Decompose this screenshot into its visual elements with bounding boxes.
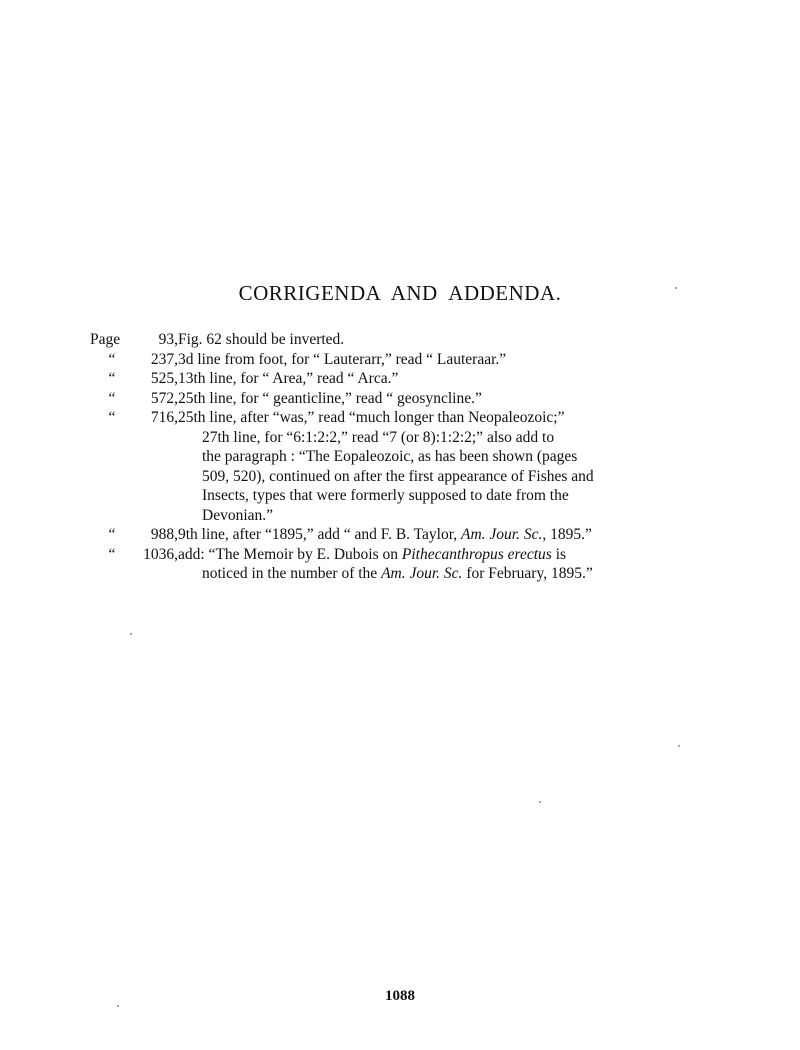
page-reference: [90, 525, 178, 545]
corrigenda-entry: [90, 525, 720, 545]
ditto-mark: “: [108, 545, 116, 563]
page-reference: [90, 389, 178, 409]
ditto-mark: “: [108, 389, 116, 407]
ditto-mark: “: [108, 370, 116, 387]
page-reference: [90, 369, 178, 389]
correction-continuation-line: 27th line, for “6:1:2:2,” read “7 (or 8):1:2:2;” also add to: [202, 428, 555, 446]
scan-speck: [130, 633, 132, 635]
page-reference: [90, 330, 178, 350]
correction-line: 9th line, after “1895,” add “ and F. B. Taylor, Am. Jour. Sc., 1895.”: [178, 526, 592, 543]
page-number: 1088: [385, 988, 415, 1004]
corrigenda-entry: [90, 369, 720, 389]
correction-continuation-line: the paragraph : “The Eopaleozoic, as has been shown (pages: [202, 448, 578, 465]
correction-line: Fig. 62 should be inverted.: [178, 331, 345, 348]
correction-continuation-line: 509, 520), continued on after the first appearance of Fishes and: [202, 467, 594, 485]
page-reference: [90, 545, 178, 565]
page-number-ref: 988,: [150, 526, 178, 543]
correction-line: 25th line, for “ geanticline,” read “ geosyncline.”: [178, 389, 482, 407]
scan-speck: [539, 801, 541, 803]
ditto-mark: “: [108, 350, 116, 368]
scan-speck: [675, 287, 677, 289]
correction-text: [178, 525, 720, 545]
correction-continuation-line: Devonian.”: [202, 506, 274, 524]
scan-speck: [117, 1005, 119, 1007]
corrigenda-entry: [90, 389, 720, 409]
correction-line: 3d line from foot, for “ Lauterarr,” read “ Lauteraar.”: [178, 350, 507, 368]
page-number-ref: 1036,: [143, 545, 178, 563]
page-reference: [90, 350, 178, 370]
page-title: CORRIGENDA AND ADDENDA.: [238, 281, 562, 305]
page-reference: [90, 408, 178, 428]
correction-continuation-line: noticed in the number of the Am. Jour. Sc. for February, 1895.”: [202, 565, 593, 582]
correction-text: [178, 350, 720, 370]
correction-text: [178, 389, 720, 409]
correction-text: [178, 330, 720, 350]
page-number-ref: 572,: [150, 389, 178, 407]
correction-text: [178, 369, 720, 389]
correction-text: [178, 408, 720, 525]
corrigenda-entry: [90, 330, 720, 350]
ditto-mark: “: [108, 409, 116, 426]
page-number-ref: 237,: [150, 350, 178, 368]
correction-line: 13th line, for “ Area,” read “ Arca.”: [178, 370, 399, 387]
correction-line: 25th line, after “was,” read “much longer than Neopaleozoic;”: [178, 409, 565, 426]
correction-line: add: “The Memoir by E. Dubois on Pithecanthropus erectus is: [178, 545, 567, 563]
corrigenda-list: [90, 330, 720, 584]
page-number-ref: 93,: [158, 331, 178, 348]
ditto-mark: “: [108, 526, 116, 543]
page-label: Page: [90, 331, 121, 348]
page-number-ref: 716,: [150, 409, 178, 426]
page-number-ref: 525,: [150, 370, 178, 387]
corrigenda-entry: [90, 545, 720, 584]
corrigenda-entry: [90, 408, 720, 525]
scan-speck: [678, 745, 680, 747]
corrigenda-entry: [90, 350, 720, 370]
correction-text: [178, 545, 720, 584]
correction-continuation-line: Insects, types that were formerly supposed to date from the: [202, 487, 569, 504]
